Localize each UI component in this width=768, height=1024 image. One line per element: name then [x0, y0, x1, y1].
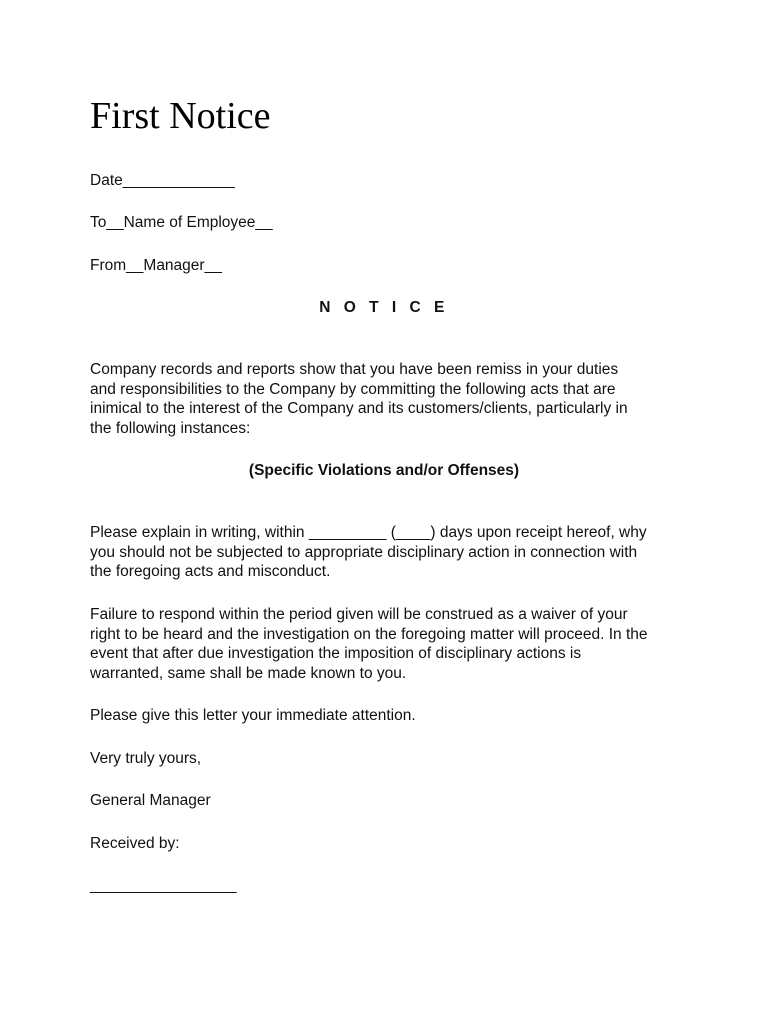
from-field: From__Manager__	[90, 257, 222, 274]
to-field: To__Name of Employee__	[90, 214, 273, 231]
received-by-line: Received by:	[90, 835, 180, 852]
explanation-paragraph: Please explain in writing, within _________ (____) days upon receipt hereof, why you should not be subjected to appropriate disciplinary action in connection with the foregoing acts and misconduct.	[90, 524, 647, 581]
waiver-paragraph: Failure to respond within the period given will be construed as a waiver of your right to be heard and the investigation on the foregoing matter will proceed. In the event that after due investigation the imposition of disciplinary actions is warranted, same shall be made known to you.	[90, 606, 648, 683]
signature-blank: _________________	[90, 877, 237, 894]
closing-line: Very truly yours,	[90, 750, 202, 767]
notice-heading: N O T I C E	[319, 299, 449, 316]
records-paragraph: Company records and reports show that you have been remiss in your duties and responsibilities to the Company by committing the following acts that are inimical to the interest of the Company and its customers/clients, particularly in the following instances:	[90, 361, 628, 438]
violations-heading: (Specific Violations and/or Offenses)	[248, 462, 520, 479]
signatory-line: General Manager	[90, 792, 211, 809]
attention-line: Please give this letter your immediate attention.	[90, 707, 416, 724]
date-field: Date_____________	[90, 172, 235, 189]
document-title: First Notice	[90, 95, 271, 137]
